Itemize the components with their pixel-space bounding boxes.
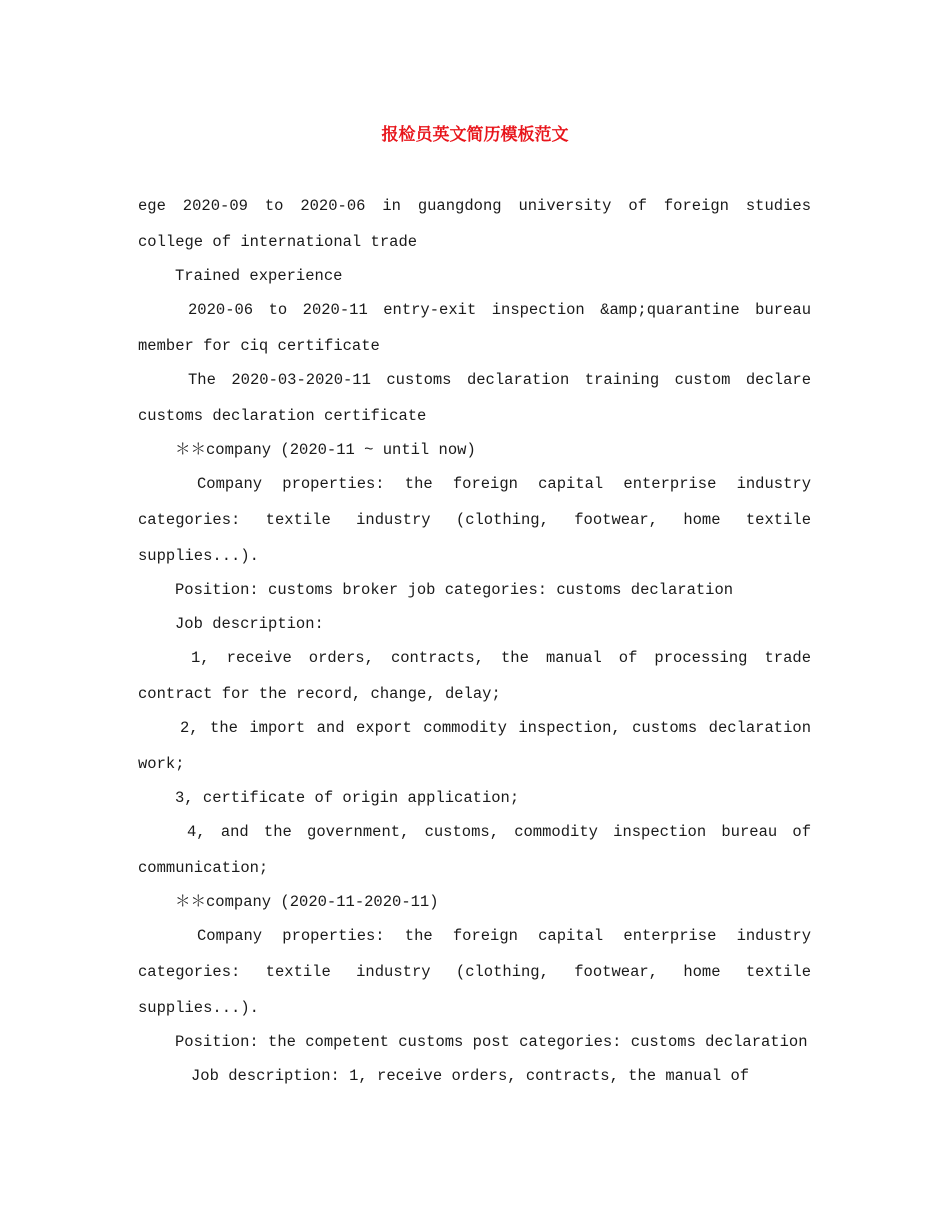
document-body [138,188,811,1094]
paragraph-company-2-properties: Company properties: the foreign capital enterprise industry categories: textile industry (clothing, footwear, home textile supplies...). [138,927,811,1017]
document-title: 报检员英文简历模板范文 [381,125,569,145]
paragraph-company-1-heading: ＊＊company (2020-11 ~ until now) [175,441,476,459]
paragraph-company-1-duty-4: 4, and the government, customs, commodity inspection bureau of communication; [138,823,811,877]
paragraph-company-1-duty-3: 3, certificate of origin application; [175,789,520,807]
paragraph-company-1-position: Position: customs broker job categories: customs declaration [175,581,734,599]
paragraph-trained-experience-heading: Trained experience [175,267,343,285]
paragraph-training-ciq: 2020-06 to 2020-11 entry-exit inspection &amp;quarantine bureau member for ciq certificate [138,301,811,355]
paragraph-company-1-job-description-heading: Job description: [175,615,324,633]
paragraph-company-2-job-description: Job description: 1, receive orders, contracts, the manual of [191,1067,750,1085]
paragraph-company-2-heading: ＊＊company (2020-11-2020-11) [175,893,439,911]
paragraph-company-1-duty-1: 1, receive orders, contracts, the manual of processing trade contract for the record, change, delay; [138,649,811,703]
paragraph-education: ege 2020-09 to 2020-06 in guangdong university of foreign studies college of international trade [138,197,811,251]
paragraph-training-customs: The 2020-03-2020-11 customs declaration training custom declare customs declaration certificate [138,371,811,425]
paragraph-company-1-duty-2: 2, the import and export commodity inspection, customs declaration work; [138,719,811,773]
paragraph-company-1-properties: Company properties: the foreign capital enterprise industry categories: textile industry (clothing, footwear, home textile supplies...). [138,475,811,565]
paragraph-company-2-position: Position: the competent customs post categories: customs declaration [175,1033,808,1051]
